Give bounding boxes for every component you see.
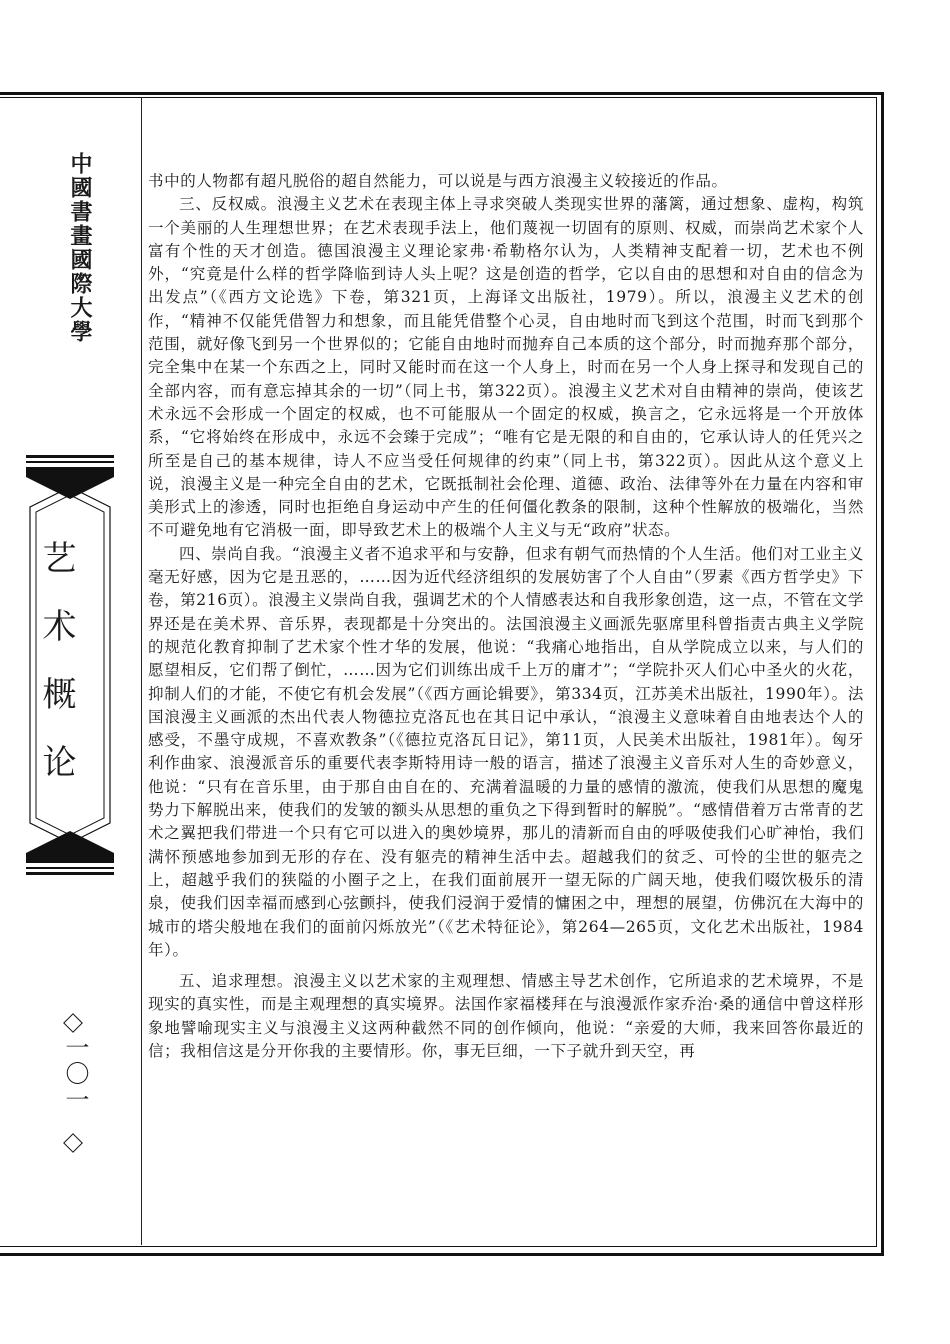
- paragraph: 四、崇尚自我。“浪漫主义者不追求平和与安静，但求有朝气而热情的个人生活。他们对工业主义毫无好感，因为它是丑恶的，……因为近代经济组织的发展妨害了个人自由”（罗素《西方哲学史》下卷，第216页）。浪漫主义崇尚自我，强调艺术的个人情感表达和自我形象创造，这一点，不管在文学界还是在美术界、音乐界，表现都是十分突出的。法国浪漫主义画派先驱席里科曾指责古典主义学院的规范化教育抑制了艺术家个性才华的发展，他说：“我痛心地指出，自从学院成立以来，与人们的愿望相反，它们帮了倒忙，……因为它们训练出成千上万的庸才”；“学院扑灭人们心中圣火的火花，抑制人们的才能，不使它有机会发展”（《西方画论辑要》，第334页，江苏美术出版社，1990年）。法国浪漫主义画派的杰出代表人物德拉克洛瓦也在其日记中承认，“浪漫主义意味着自由地表达个人的感受，不墨守成规，不喜欢教条”（《德拉克洛瓦日记》，第11页，人民美术出版社，1981年）。匈牙利作曲家、浪漫派音乐的重要代表李斯特用诗一般的语言，描述了浪漫主义音乐对人生的奇妙意义，他说：“只有在音乐里，由于那自由自在的、充满着温暖的力量的感情的激流，使我们从思想的魔鬼势力下解脱出来，使我们的发皱的额头从思想的重负之下得到暂时的解脱”。“感情借着万古常青的艺术之翼把我们带进一个只有它可以进入的奥妙境界，那儿的清新而自由的呼吸使我们心旷神怡，我们满怀预感地参加到无形的存在、没有躯壳的精神生活中去。超越我们的贫乏、可怜的尘世的躯壳之上，超越乎我们的狭隘的小圈子之上，在我们面前展开一望无际的广阔天地，使我们啜饮极乐的清泉，使我们因幸福而感到心弦颤抖，使我们浸润于爱情的慵困之中，理想的展望，仿佛沉在大海中的城市的塔尖般地在我们的面前闪烁放光”（《艺术特征论》，第264—265页，文化艺术出版社，1984年）。: [148, 544, 864, 959]
- paragraph: 五、追求理想。浪漫主义以艺术家的主观理想、情感主导艺术创作，它所追求的艺术境界，不是现实的真实性，而是主观理想的真实境界。法国作家福楼拜在与浪漫派作家乔治·桑的通信中曾这样形象地譬喻现实主义与浪漫主义这两种截然不同的创作倾向，他说：“亲爱的大师，我来回答你最近的信；我相信这是分开你我的主要情形。你，事无巨细，一下子就升到天空，再: [148, 972, 864, 1060]
- paragraph: 三、反权威。浪漫主义艺术在表现主体上寻求突破人类现实世界的藩篱，通过想象、虚构，构筑一个美丽的人生理想世界；在艺术表现手法上，他们蔑视一切固有的原则、权威，而崇尚艺术家个人富有个性的天才创造。德国浪漫主义理论家弗·希勒格尔认为，人类精神支配着一切，艺术也不例外，“究竟是什么样的哲学降临到诗人头上呢？这是创造的哲学，它以自由的思想和对自由的信念为出发点”（《西方文论选》下卷，第321页，上海译文出版社，1979）。所以，浪漫主义艺术的创作，“精神不仅能凭借智力和想象，而且能凭借整个心灵，自由地时而飞到这个范围，时而飞到那个范围，就好像飞到另一个世界似的；它能自由地时而抛弃自己本质的这个部分，时而抛弃那个部分，完全集中在某一个东西之上，同时又能时而在这一个人身上，时而在另一个人身上探寻和发现自己的全部内容，而有意忘掉其余的一切”（同上书，第322页）。浪漫主义艺术对自由精神的崇尚，使该艺术永远不会形成一个固定的权威，也不可能服从一个固定的权威，换言之，它永远将是一个开放体系，“它将始终在形成中，永远不会臻于完成”；“唯有它是无限的和自由的，它承认诗人的任凭兴之所至是自己的基本规律，诗人不应当受任何规律的约束”（同上书，第322页）。因此从这个意义上说，浪漫主义是一种完全自由的艺术，它既抵制社会伦理、道德、政治、法律等外在力量在内容和审美形式上的渗透，同时也拒绝自身运动中产生的任何僵化教条的限制，这种个性解放的极端化，当然不可避免地有它消极一面，即导致艺术上的极端个人主义与无“政府”状态。: [148, 195, 864, 540]
- book-title: 艺术概论: [36, 540, 76, 812]
- paragraph: 书中的人物都有超凡脱俗的超自然能力，可以说是与西方浪漫主义较接近的作品。: [148, 172, 728, 190]
- university-name: 中國書畫國際大學: [67, 152, 93, 344]
- body-text: [148, 170, 864, 1063]
- sidebar-divider: [141, 97, 142, 1245]
- page-number: 一〇一: [61, 1035, 89, 1113]
